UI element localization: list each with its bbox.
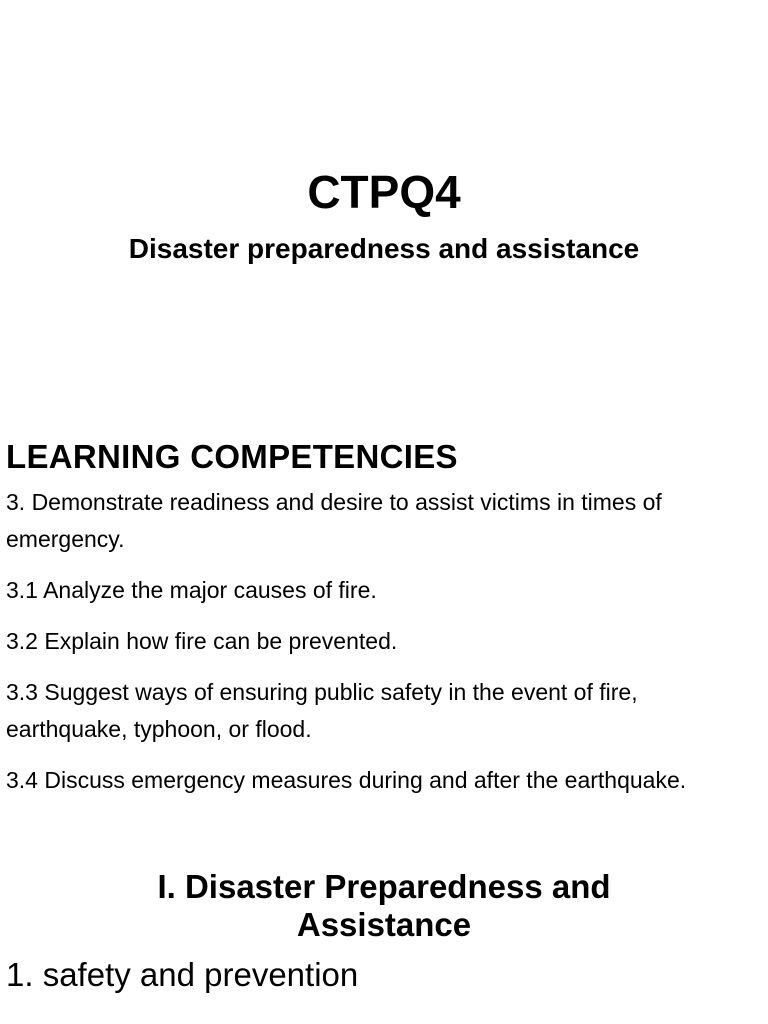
- competencies-list: [6, 484, 762, 813]
- part-one-heading-line-1: I. Disaster Preparedness and: [157, 868, 611, 905]
- competency-item-3-2: 3.2 Explain how fire can be prevented.: [6, 628, 398, 654]
- part-one-heading: [0, 868, 768, 944]
- competency-item-3-3: 3.3 Suggest ways of ensuring public safety in the event of fire, earthquake, typhoon, or flood.: [6, 679, 638, 742]
- competency-item-3-1: 3.1 Analyze the major causes of fire.: [6, 577, 377, 603]
- part-one-heading-line-2: Assistance: [296, 906, 472, 943]
- document-subtitle: Disaster preparedness and assistance: [128, 233, 640, 264]
- safety-prevention-heading: 1. safety and prevention: [6, 956, 359, 993]
- competency-item-3: 3. Demonstrate readiness and desire to assist victims in times of emergency.: [6, 489, 662, 552]
- competency-item-3-4: 3.4 Discuss emergency measures during and after the earthquake.: [6, 767, 687, 793]
- document-title: CTPQ4: [307, 166, 461, 218]
- learning-competencies-heading: LEARNING COMPETENCIES: [6, 438, 458, 475]
